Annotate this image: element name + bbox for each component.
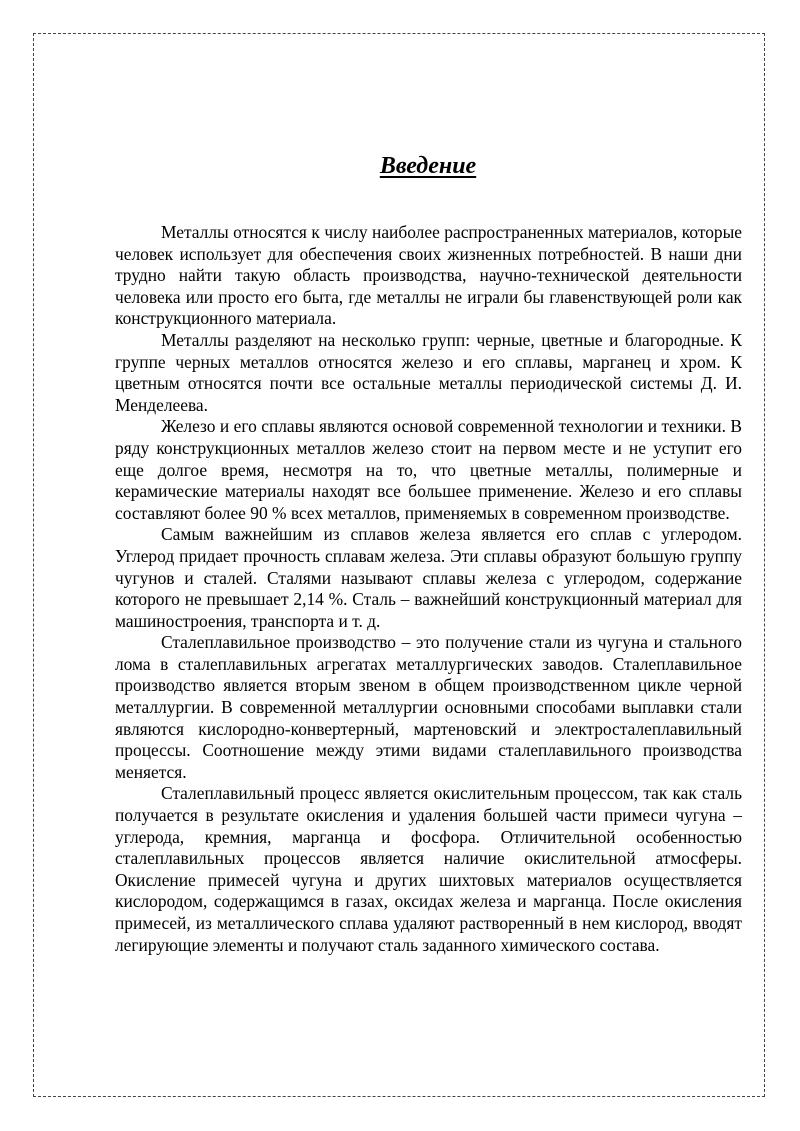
paragraph: Железо и его сплавы являются основой современной технологии и техники. В ряду конструкционных металлов железо стоит на первом месте и не уступит его еще долгое время, несмотря на то, что цветные металлы, полимерные и керамические материалы находят все большее применение. Железо и его сплавы составляют более 90 % всех металлов, применяемых в современном производстве. <box>115 416 742 523</box>
document-body <box>115 222 742 956</box>
paragraph: Сталеплавильное производство – это получение стали из чугуна и стального лома в сталеплавильных агрегатах металлургических заводов. Сталеплавильное производство является вторым звеном в общем производственном цикле черной металлургии. В современной металлургии основными способами выплавки стали являются кислородно-конвертерный, мартеновский и электросталеплавильный процессы. Соотношение между этими видами сталеплавильного производства меняется. <box>115 632 742 782</box>
page-title: Введение <box>379 153 477 179</box>
paragraph: Металлы разделяют на несколько групп: черные, цветные и благородные. К группе черных металлов относятся железо и его сплавы, марганец и хром. К цветным относятся почти все остальные металлы периодической системы Д. И. Менделеева. <box>115 329 742 415</box>
paragraph: Сталеплавильный процесс является окислительным процессом, так как сталь получается в результате окисления и удаления большей части примеси чугуна – углерода, кремния, марганца и фосфора. Отличительной особенностью сталеплавильных процессов является наличие окислительной атмосферы. Окисление примесей чугуна и других шихтовых материалов осуществляется кислородом, содержащимся в газах, оксидах железа и марганца. После окисления примесей, из металлического сплава удаляют растворенный в нем кислород, вводят легирующие элементы и получают сталь заданного химического состава. <box>115 783 742 955</box>
paragraph: Металлы относятся к числу наиболее распространенных материалов, которые человек использует для обеспечения своих жизненных потребностей. В наши дни трудно найти такую область производства, научно-технической деятельности человека или просто его быта, где металлы не играли бы главенствующей роли как конструкционного материала. <box>115 222 742 329</box>
paragraph: Самым важнейшим из сплавов железа является его сплав с углеродом. Углерод придает прочность сплавам железа. Эти сплавы образуют большую группу чугунов и сталей. Сталями называют сплавы железа с углеродом, содержание которого не превышает 2,14 %. Сталь – важнейший конструкционный материал для машиностроения, транспорта и т. д. <box>115 524 742 631</box>
